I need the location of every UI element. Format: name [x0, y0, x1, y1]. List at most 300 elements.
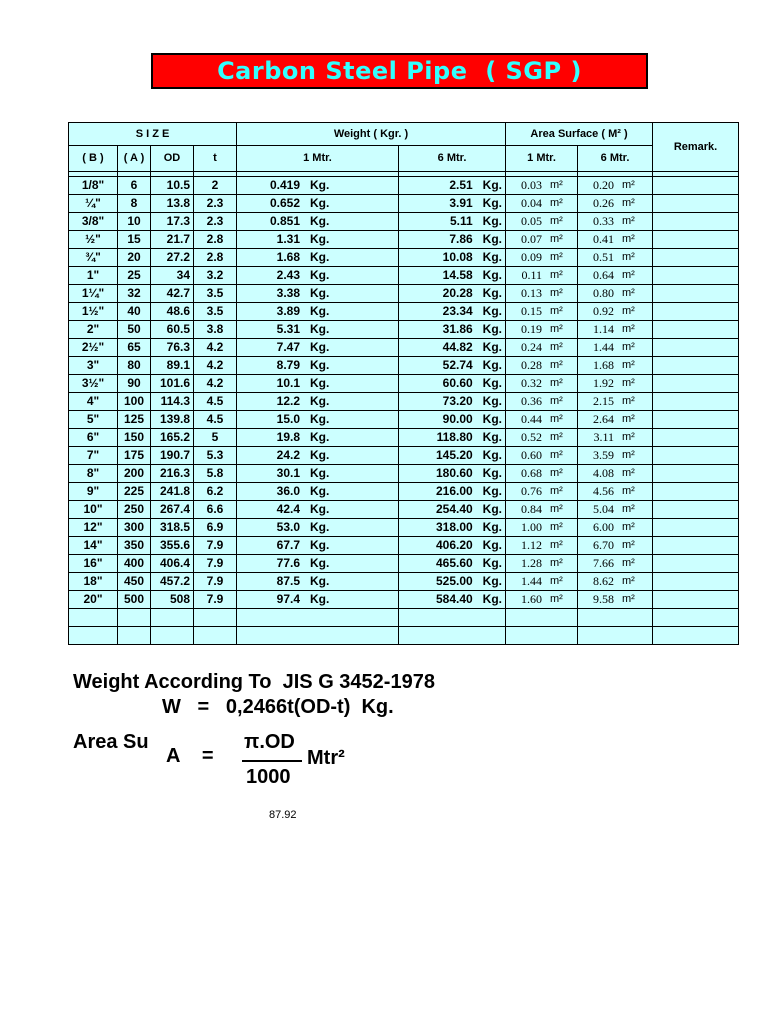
area-header: Area Surface ( M² ) — [506, 123, 653, 146]
unit-m2: m² — [550, 521, 563, 533]
size-b: 3/8" — [69, 213, 118, 231]
outer-diameter: 89.1 — [151, 357, 194, 375]
unit-m2: m² — [550, 431, 563, 443]
unit-kg: Kg. — [482, 196, 503, 210]
thickness: 7.9 — [194, 573, 237, 591]
area-1m-cell — [506, 213, 578, 231]
size-a: 15 — [118, 231, 151, 249]
unit-kg: Kg. — [310, 574, 330, 588]
weight-6m-cell — [399, 501, 506, 519]
remark-cell — [653, 501, 739, 519]
table-row — [69, 177, 739, 195]
area-1m-cell — [506, 501, 578, 519]
weight-1m-cell — [237, 231, 399, 249]
outer-diameter: 10.5 — [151, 177, 194, 195]
unit-m2: m² — [550, 467, 563, 479]
weight-6m-cell — [399, 465, 506, 483]
weight-6m-cell — [399, 267, 506, 285]
area-1m-cell — [506, 591, 578, 609]
unit-kg: Kg. — [482, 250, 503, 264]
outer-diameter: 21.7 — [151, 231, 194, 249]
weight-6m-cell — [399, 321, 506, 339]
outer-diameter: 27.2 — [151, 249, 194, 267]
table-row — [69, 231, 739, 249]
unit-m2: m² — [622, 539, 635, 551]
weight-1m-header: 1 Mtr. — [237, 146, 399, 172]
area-6m: 0.80 — [593, 286, 615, 300]
size-a: 125 — [118, 411, 151, 429]
area-1m: 0.84 — [521, 502, 543, 516]
thickness: 2.8 — [194, 231, 237, 249]
area-6m-cell — [578, 429, 653, 447]
area-6m-cell — [578, 195, 653, 213]
unit-kg: Kg. — [310, 520, 330, 534]
thickness: 4.5 — [194, 393, 237, 411]
weight-1m-cell — [237, 429, 399, 447]
area-1m-cell — [506, 393, 578, 411]
unit-kg: Kg. — [482, 466, 503, 480]
size-a: 175 — [118, 447, 151, 465]
area-1m: 0.19 — [521, 322, 543, 336]
outer-diameter: 267.4 — [151, 501, 194, 519]
remark-cell — [653, 375, 739, 393]
weight-6m-cell — [399, 339, 506, 357]
weight-6m: 14.58 — [442, 268, 473, 282]
thickness: 7.9 — [194, 591, 237, 609]
weight-1m-cell — [237, 465, 399, 483]
size-b: 2" — [69, 321, 118, 339]
size-b: 1½" — [69, 303, 118, 321]
area-6m: 0.64 — [593, 268, 615, 282]
weight-6m: 525.00 — [435, 574, 473, 588]
thickness: 4.5 — [194, 411, 237, 429]
thickness: 2.3 — [194, 213, 237, 231]
thickness: 4.2 — [194, 375, 237, 393]
area-6m-cell — [578, 447, 653, 465]
weight-1m: 53.0 — [276, 520, 300, 534]
area-1m-cell — [506, 375, 578, 393]
unit-m2: m² — [622, 197, 635, 209]
size-a: 350 — [118, 537, 151, 555]
weight-1m: 10.1 — [276, 376, 300, 390]
weight-1m-cell — [237, 213, 399, 231]
area-1m-cell — [506, 519, 578, 537]
area-6m: 8.62 — [593, 574, 615, 588]
table-row — [69, 519, 739, 537]
area-1m-cell — [506, 447, 578, 465]
unit-m2: m² — [622, 377, 635, 389]
outer-diameter: 406.4 — [151, 555, 194, 573]
size-b: 4" — [69, 393, 118, 411]
unit-m2: m² — [550, 395, 563, 407]
weight-1m: 97.4 — [276, 592, 300, 606]
size-b: 18" — [69, 573, 118, 591]
remark-cell — [653, 267, 739, 285]
weight-6m: 465.60 — [435, 556, 473, 570]
unit-kg: Kg. — [482, 448, 503, 462]
area-1m-cell — [506, 411, 578, 429]
unit-kg: Kg. — [482, 430, 503, 444]
unit-kg: Kg. — [482, 502, 503, 516]
thickness: 3.5 — [194, 303, 237, 321]
weight-1m: 0.419 — [269, 178, 300, 192]
weight-6m-cell — [399, 573, 506, 591]
weight-1m: 0.851 — [269, 214, 300, 228]
table-row — [69, 555, 739, 573]
area-6m-cell — [578, 375, 653, 393]
weight-1m: 12.2 — [276, 394, 300, 408]
weight-6m-cell — [399, 285, 506, 303]
table-row — [69, 393, 739, 411]
area-6m: 5.04 — [593, 502, 615, 516]
size-b: ½" — [69, 231, 118, 249]
unit-kg: Kg. — [310, 322, 330, 336]
area-6m: 6.70 — [593, 538, 615, 552]
thickness: 3.2 — [194, 267, 237, 285]
outer-diameter: 42.7 — [151, 285, 194, 303]
t-header: t — [194, 146, 237, 172]
unit-kg: Kg. — [482, 322, 503, 336]
area-6m-cell — [578, 501, 653, 519]
weight-header: Weight ( Kgr. ) — [237, 123, 506, 146]
thickness: 6.6 — [194, 501, 237, 519]
size-a: 32 — [118, 285, 151, 303]
unit-kg: Kg. — [310, 502, 330, 516]
unit-m2: m² — [622, 359, 635, 371]
weight-1m-cell — [237, 537, 399, 555]
table-row — [69, 375, 739, 393]
area-6m-cell — [578, 411, 653, 429]
weight-1m: 3.38 — [276, 286, 300, 300]
unit-m2: m² — [622, 323, 635, 335]
unit-kg: Kg. — [482, 574, 503, 588]
area-1m: 0.60 — [521, 448, 543, 462]
size-a: 90 — [118, 375, 151, 393]
weight-formula: W = 0,2466t(OD-t) Kg. — [162, 696, 394, 718]
unit-m2: m² — [622, 413, 635, 425]
size-a: 10 — [118, 213, 151, 231]
size-b: ¼" — [69, 195, 118, 213]
area-1m-cell — [506, 483, 578, 501]
area-1m-cell — [506, 429, 578, 447]
size-b: 8" — [69, 465, 118, 483]
weight-1m-cell — [237, 177, 399, 195]
area-6m: 0.26 — [593, 196, 615, 210]
unit-kg: Kg. — [310, 304, 330, 318]
unit-kg: Kg. — [310, 214, 330, 228]
area-numerator: π.OD — [244, 731, 295, 753]
outer-diameter: 13.8 — [151, 195, 194, 213]
weight-6m: 2.51 — [449, 178, 473, 192]
weight-1m-cell — [237, 195, 399, 213]
table-row — [69, 339, 739, 357]
area-6m-cell — [578, 591, 653, 609]
area-1m: 0.36 — [521, 394, 543, 408]
outer-diameter: 101.6 — [151, 375, 194, 393]
area-6m: 3.59 — [593, 448, 615, 462]
unit-kg: Kg. — [310, 538, 330, 552]
weight-1m-cell — [237, 573, 399, 591]
area-1m: 1.12 — [521, 538, 543, 552]
weight-6m-cell — [399, 177, 506, 195]
unit-kg: Kg. — [482, 412, 503, 426]
size-a: 400 — [118, 555, 151, 573]
od-header: OD — [151, 146, 194, 172]
weight-6m-cell — [399, 303, 506, 321]
table-row — [69, 591, 739, 609]
area-1m: 0.76 — [521, 484, 543, 498]
unit-kg: Kg. — [482, 304, 503, 318]
unit-m2: m² — [622, 467, 635, 479]
weight-6m-cell — [399, 213, 506, 231]
area-1m: 1.28 — [521, 556, 543, 570]
weight-6m-cell — [399, 411, 506, 429]
area-6m: 0.20 — [593, 178, 615, 192]
header-row-1 — [69, 123, 739, 146]
area-6m-cell — [578, 339, 653, 357]
weight-6m: 118.80 — [436, 430, 473, 444]
thickness: 2.3 — [194, 195, 237, 213]
weight-1m-cell — [237, 411, 399, 429]
unit-kg: Kg. — [482, 484, 503, 498]
size-b: 14" — [69, 537, 118, 555]
weight-6m-cell — [399, 429, 506, 447]
weight-1m: 3.89 — [276, 304, 300, 318]
weight-6m-cell — [399, 591, 506, 609]
weight-1m: 36.0 — [276, 484, 300, 498]
unit-m2: m² — [622, 485, 635, 497]
area-1m-cell — [506, 321, 578, 339]
weight-6m: 44.82 — [442, 340, 473, 354]
weight-6m: 5.11 — [449, 214, 473, 228]
unit-m2: m² — [622, 179, 635, 191]
size-a: 250 — [118, 501, 151, 519]
area-6m-cell — [578, 537, 653, 555]
thickness: 3.8 — [194, 321, 237, 339]
size-b: 12" — [69, 519, 118, 537]
size-a: 20 — [118, 249, 151, 267]
weight-6m-cell — [399, 357, 506, 375]
area-6m-cell — [578, 267, 653, 285]
unit-m2: m² — [622, 215, 635, 227]
table-row — [69, 267, 739, 285]
area-1m-cell — [506, 465, 578, 483]
unit-m2: m² — [622, 251, 635, 263]
size-b: 16" — [69, 555, 118, 573]
weight-1m: 87.5 — [276, 574, 300, 588]
unit-kg: Kg. — [482, 592, 503, 606]
weight-6m: 60.60 — [442, 376, 473, 390]
size-b: 3" — [69, 357, 118, 375]
area-6m: 1.92 — [593, 376, 615, 390]
size-b: 1/8" — [69, 177, 118, 195]
unit-kg: Kg. — [482, 286, 503, 300]
weight-6m-cell — [399, 195, 506, 213]
thickness: 6.9 — [194, 519, 237, 537]
weight-6m: 10.08 — [442, 250, 473, 264]
outer-diameter: 508 — [151, 591, 194, 609]
area-6m: 1.44 — [593, 340, 615, 354]
unit-m2: m² — [550, 359, 563, 371]
unit-kg: Kg. — [482, 376, 503, 390]
unit-m2: m² — [622, 233, 635, 245]
table-body — [69, 177, 739, 645]
table-row — [69, 303, 739, 321]
unit-m2: m² — [550, 233, 563, 245]
outer-diameter: 34 — [151, 267, 194, 285]
unit-kg: Kg. — [310, 178, 330, 192]
weight-1m-cell — [237, 501, 399, 519]
unit-m2: m² — [622, 341, 635, 353]
remark-cell — [653, 591, 739, 609]
unit-m2: m² — [550, 269, 563, 281]
area-1m-cell — [506, 249, 578, 267]
note-value: 87.92 — [269, 809, 297, 821]
size-header: S I Z E — [69, 123, 237, 146]
weight-1m-cell — [237, 483, 399, 501]
unit-kg: Kg. — [482, 340, 503, 354]
unit-m2: m² — [622, 287, 635, 299]
area-lhs: A = — [166, 745, 214, 767]
outer-diameter: 114.3 — [151, 393, 194, 411]
thickness: 6.2 — [194, 483, 237, 501]
unit-m2: m² — [622, 269, 635, 281]
table-row — [69, 447, 739, 465]
size-a: 65 — [118, 339, 151, 357]
area-1m: 1.00 — [521, 520, 543, 534]
unit-kg: Kg. — [482, 178, 503, 192]
table-row — [69, 357, 739, 375]
weight-1m-cell — [237, 339, 399, 357]
remark-cell — [653, 393, 739, 411]
area-6m: 0.92 — [593, 304, 615, 318]
area-1m-cell — [506, 537, 578, 555]
weight-6m: 406.20 — [435, 538, 473, 552]
unit-kg: Kg. — [310, 358, 330, 372]
weight-6m-cell — [399, 249, 506, 267]
table-row — [69, 213, 739, 231]
remark-cell — [653, 519, 739, 537]
size-b: 5" — [69, 411, 118, 429]
remark-cell — [653, 411, 739, 429]
size-b: 7" — [69, 447, 118, 465]
area-6m-cell — [578, 303, 653, 321]
weight-heading: Weight According To JIS G 3452-1978 — [73, 671, 435, 693]
weight-1m-cell — [237, 375, 399, 393]
size-a: 225 — [118, 483, 151, 501]
weight-6m-cell — [399, 519, 506, 537]
area-1m: 0.44 — [521, 412, 543, 426]
unit-kg: Kg. — [310, 250, 330, 264]
size-b: 6" — [69, 429, 118, 447]
area-6m: 1.14 — [593, 322, 615, 336]
size-a: 40 — [118, 303, 151, 321]
empty-row — [69, 609, 739, 627]
thickness: 4.2 — [194, 357, 237, 375]
thickness: 5 — [194, 429, 237, 447]
area-1m-cell — [506, 357, 578, 375]
size-b: 3½" — [69, 375, 118, 393]
area-6m-cell — [578, 519, 653, 537]
area-6m: 4.08 — [593, 466, 615, 480]
weight-6m-cell — [399, 375, 506, 393]
weight-6m-cell — [399, 447, 506, 465]
remark-cell — [653, 339, 739, 357]
table-row — [69, 573, 739, 591]
thickness: 2.8 — [194, 249, 237, 267]
thickness: 5.8 — [194, 465, 237, 483]
area-6m-cell — [578, 555, 653, 573]
page-title-box — [151, 53, 648, 89]
remark-cell — [653, 573, 739, 591]
area-1m-cell — [506, 303, 578, 321]
unit-kg: Kg. — [482, 538, 503, 552]
area-1m-cell — [506, 177, 578, 195]
unit-m2: m² — [550, 485, 563, 497]
area-1m-cell — [506, 231, 578, 249]
area-6m: 4.56 — [593, 484, 615, 498]
remark-cell — [653, 213, 739, 231]
weight-1m-cell — [237, 303, 399, 321]
outer-diameter: 165.2 — [151, 429, 194, 447]
area-6m-cell — [578, 483, 653, 501]
weight-1m-cell — [237, 519, 399, 537]
weight-6m-cell — [399, 537, 506, 555]
weight-1m-cell — [237, 555, 399, 573]
table-row — [69, 411, 739, 429]
unit-m2: m² — [622, 449, 635, 461]
area-1m: 0.24 — [521, 340, 543, 354]
weight-1m-cell — [237, 591, 399, 609]
weight-6m: 3.91 — [449, 196, 473, 210]
unit-m2: m² — [622, 557, 635, 569]
unit-kg: Kg. — [482, 358, 503, 372]
remark-cell — [653, 447, 739, 465]
unit-kg: Kg. — [310, 268, 330, 282]
unit-m2: m² — [550, 179, 563, 191]
weight-1m-cell — [237, 357, 399, 375]
weight-6m: 318.00 — [435, 520, 473, 534]
weight-6m-cell — [399, 555, 506, 573]
unit-m2: m² — [550, 305, 563, 317]
size-b: 1¼" — [69, 285, 118, 303]
table-row — [69, 249, 739, 267]
size-a: 450 — [118, 573, 151, 591]
size-b: 2½" — [69, 339, 118, 357]
page-title: Carbon Steel Pipe ( SGP ) — [217, 57, 582, 85]
weight-1m-cell — [237, 249, 399, 267]
area-1m: 0.03 — [521, 178, 543, 192]
area-6m-cell — [578, 357, 653, 375]
size-a: 300 — [118, 519, 151, 537]
weight-1m: 77.6 — [276, 556, 300, 570]
outer-diameter: 457.2 — [151, 573, 194, 591]
unit-kg: Kg. — [310, 196, 330, 210]
weight-6m: 52.74 — [442, 358, 473, 372]
thickness: 2 — [194, 177, 237, 195]
table-row — [69, 429, 739, 447]
remark-cell — [653, 465, 739, 483]
remark-cell — [653, 303, 739, 321]
size-a: 200 — [118, 465, 151, 483]
unit-kg: Kg. — [482, 556, 503, 570]
area-6m-cell — [578, 573, 653, 591]
weight-6m: 31.86 — [442, 322, 473, 336]
size-b: ¾" — [69, 249, 118, 267]
unit-kg: Kg. — [310, 556, 330, 570]
area-1m-cell — [506, 267, 578, 285]
area-1m-cell — [506, 339, 578, 357]
